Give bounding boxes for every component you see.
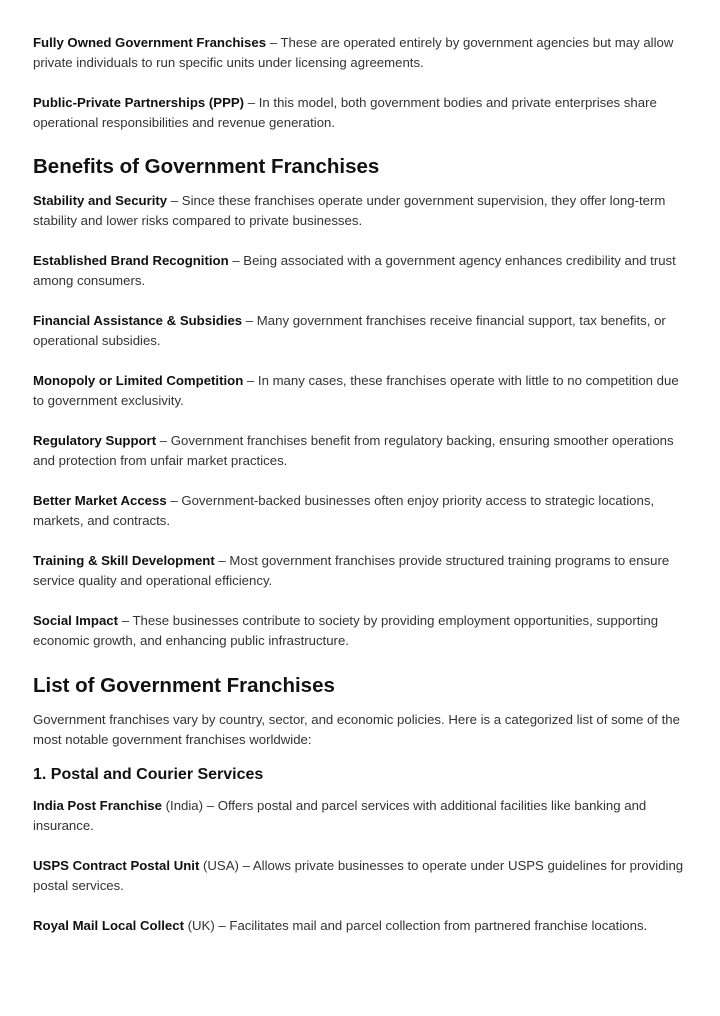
term: Royal Mail Local Collect xyxy=(33,918,184,933)
description: (USA) – Allows private businesses to operate under USPS guidelines for providing postal services. xyxy=(33,858,684,893)
benefit-item xyxy=(33,551,693,591)
description: (UK) – Facilitates mail and parcel collection from partnered franchise locations. xyxy=(183,918,648,933)
description: – Most government franchises provide structured training programs to ensure service quality and operational efficiency. xyxy=(33,553,670,588)
term: Public-Private Partnerships (PPP) xyxy=(33,95,245,110)
description: – These are operated entirely by government agencies but may allow private individuals to run specific units under licensing agreements. xyxy=(33,35,674,70)
description: (India) – Offers postal and parcel services with additional facilities like banking and insurance. xyxy=(33,798,647,833)
benefit-item xyxy=(33,611,693,651)
term: Monopoly or Limited Competition xyxy=(33,373,244,388)
heading-list: List of Government Franchises xyxy=(33,674,335,697)
term: Stability and Security xyxy=(33,193,168,208)
paragraph-ppp xyxy=(33,93,693,133)
subheading-postal: 1. Postal and Courier Services xyxy=(33,766,264,783)
document-page xyxy=(33,33,693,936)
heading-benefits: Benefits of Government Franchises xyxy=(33,155,380,178)
franchise-item xyxy=(33,796,693,836)
description: – Government franchises benefit from regulatory backing, ensuring smoother operations and protection from unfair market practices. xyxy=(33,433,674,468)
benefit-item xyxy=(33,491,693,531)
description: – In this model, both government bodies and private enterprises share operational responsibilities and revenue generation. xyxy=(33,95,657,130)
description: – Being associated with a government agency enhances credibility and trust among consumers. xyxy=(33,253,676,288)
description: – Since these franchises operate under government supervision, they offer long-term stability and lower risks compared to private businesses. xyxy=(33,193,666,228)
description: – Government-backed businesses often enjoy priority access to strategic locations, markets, and contracts. xyxy=(33,493,655,528)
term: Better Market Access xyxy=(33,493,167,508)
benefit-item xyxy=(33,251,693,291)
description: – Many government franchises receive financial support, tax benefits, or operational subsidies. xyxy=(33,313,666,348)
term: Regulatory Support xyxy=(33,433,157,448)
franchise-item xyxy=(33,856,693,896)
benefit-item xyxy=(33,371,693,411)
description: – These businesses contribute to society by providing employment opportunities, supporting economic growth, and enhancing public infrastructure. xyxy=(33,613,659,648)
paragraph-fully-owned xyxy=(33,33,693,73)
benefit-item xyxy=(33,431,693,471)
term: Fully Owned Government Franchises xyxy=(33,35,267,50)
benefit-item xyxy=(33,191,693,231)
list-intro-paragraph: Government franchises vary by country, sector, and economic policies. Here is a categorized list of some of the most notable government franchises worldwide: xyxy=(33,712,680,747)
term: Training & Skill Development xyxy=(33,553,215,568)
description: – In many cases, these franchises operate with little to no competition due to government exclusivity. xyxy=(33,373,679,408)
benefit-item xyxy=(33,311,693,351)
franchise-item xyxy=(33,916,693,936)
term: India Post Franchise xyxy=(33,798,162,813)
term: USPS Contract Postal Unit xyxy=(33,858,200,873)
term: Established Brand Recognition xyxy=(33,253,229,268)
term: Financial Assistance & Subsidies xyxy=(33,313,243,328)
term: Social Impact xyxy=(33,613,119,628)
